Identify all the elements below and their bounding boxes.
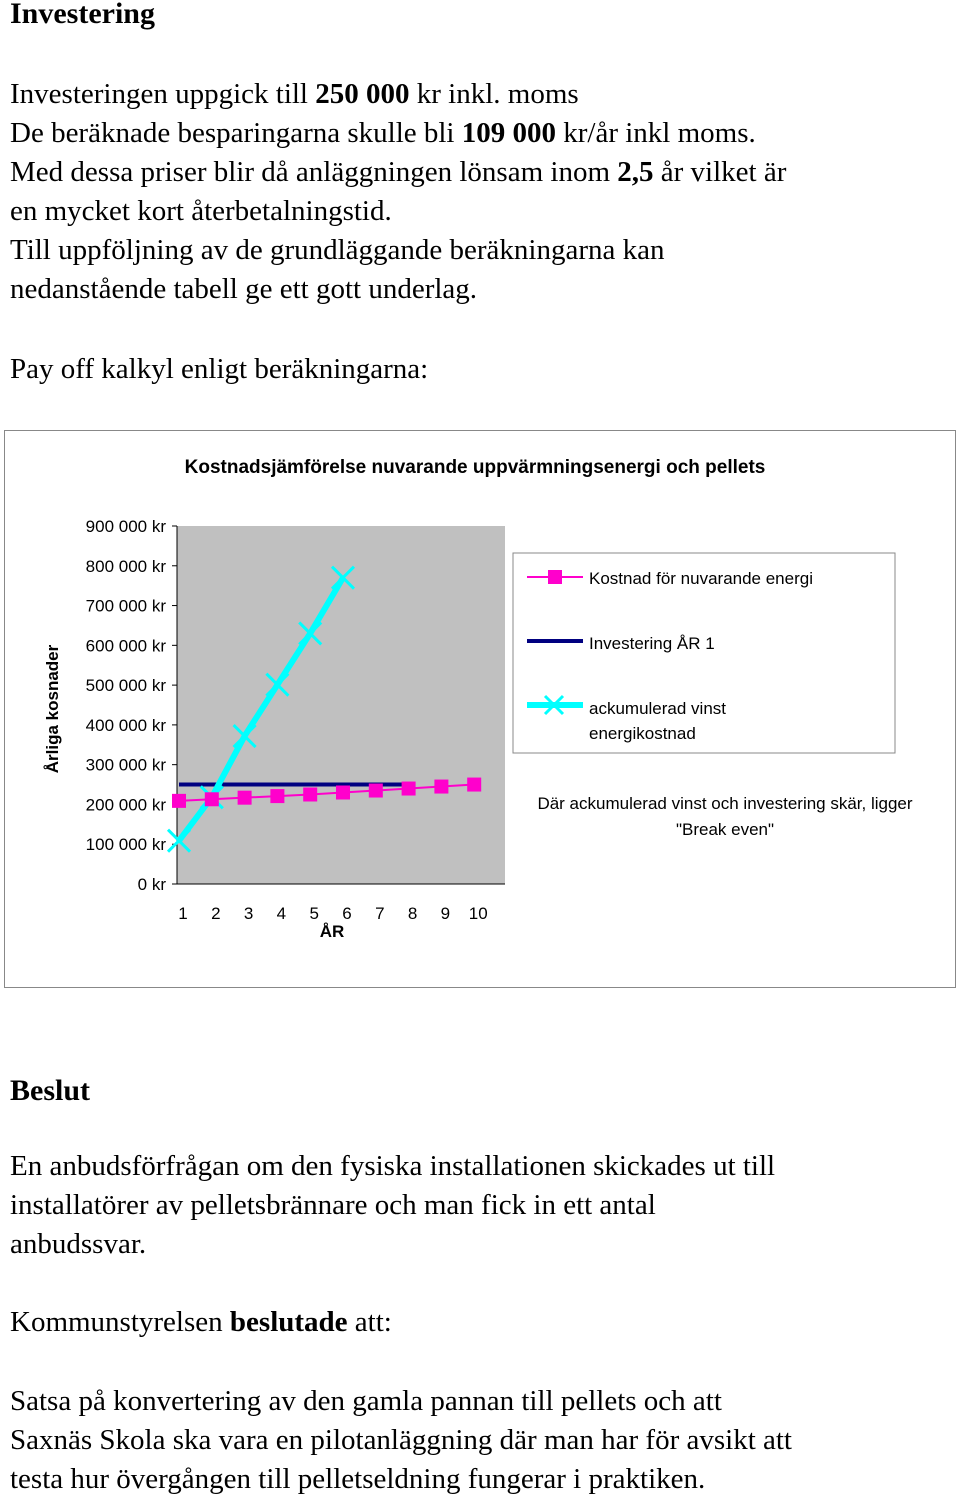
break-even-annotation-line2: "Break even" (675, 820, 775, 839)
legend-ackumulerad-label-line2: energikostnad (589, 724, 696, 743)
text-line: Investeringen uppgick till 250 000 kr inkl. moms (10, 78, 579, 110)
payoff-label-text: Pay off kalkyl enligt beräkningarna: (10, 353, 429, 385)
legend-kostnad-marker (548, 570, 562, 584)
x-axis-title: ÅR (319, 922, 345, 941)
text-line: installatörer av pelletsbrännare och man fick in ett antal (10, 1189, 656, 1221)
y-tick-label: 900 000 kr (85, 517, 166, 536)
y-tick-label: 800 000 kr (85, 556, 166, 576)
bold-value: 109 000 (461, 117, 556, 149)
text-line: Kommunstyrelsen beslutade att: (10, 1306, 392, 1338)
y-tick-label: 700 000 kr (85, 596, 166, 616)
text-line: De beräknade besparingarna skulle bli 109 000 kr/år inkl moms. (10, 117, 756, 149)
page-heading-investering: Investering (10, 0, 155, 30)
text-line: anbudssvar. (10, 1228, 147, 1260)
text-line: Satsa på konvertering av den gamla pannan till pellets och att (10, 1385, 722, 1417)
y-tick-label: 100 000 kr (85, 835, 166, 855)
final-paragraph (10, 1382, 950, 1499)
legend-ackumulerad-label-line1: ackumulerad vinst (589, 699, 727, 718)
x-tick-label: 5 (309, 904, 319, 923)
x-tick-label: 4 (276, 904, 287, 923)
x-tick-label: 7 (375, 904, 385, 923)
chart-canvas (5, 431, 955, 987)
series-kostnad-point (205, 792, 219, 806)
series-kostnad-point (434, 780, 448, 794)
series-kostnad-point (402, 782, 416, 796)
text-line: Saxnäs Skola ska vara en pilotanläggning där man har för avsikt att (10, 1424, 792, 1456)
series-kostnad-point (270, 789, 284, 803)
bold-value: 250 000 (315, 78, 410, 110)
decision-paragraph (10, 1147, 950, 1264)
section-heading-beslut: Beslut (10, 1074, 91, 1107)
bold-value: 2,5 (617, 156, 654, 188)
series-kostnad-point (467, 778, 481, 792)
y-tick-label: 200 000 kr (85, 795, 166, 815)
x-tick-label: 10 (468, 904, 488, 923)
series-kostnad-point (336, 786, 350, 800)
y-tick-label: 300 000 kr (85, 755, 166, 775)
x-tick-label: 3 (243, 904, 254, 923)
legend-investering-label: Investering ÅR 1 (589, 634, 715, 653)
y-axis-title: Årliga kosnader (43, 644, 62, 774)
payoff-label (10, 350, 950, 389)
series-kostnad-point (369, 784, 383, 798)
text-line: testa hur övergången till pelletseldning fungerar i praktiken. (10, 1463, 706, 1495)
text-line: en mycket kort återbetalningstid. (10, 195, 392, 227)
x-tick-label: 6 (342, 904, 352, 923)
x-tick-label: 9 (440, 904, 451, 923)
x-tick-label: 1 (178, 904, 188, 923)
investment-paragraph (10, 75, 950, 309)
bold-value: beslutade (229, 1306, 348, 1338)
legend-kostnad-label: Kostnad för nuvarande energi (589, 569, 813, 588)
chart-title: Kostnadsjämförelse nuvarande uppvärmningsenergi och pellets (184, 457, 766, 478)
break-even-annotation-line1: Där ackumulerad vinst och investering skär, ligger (537, 794, 913, 813)
text-line: En anbudsförfrågan om den fysiska installationen skickades ut till (10, 1150, 776, 1182)
y-tick-label: 500 000 kr (85, 676, 166, 696)
cost-comparison-chart (4, 430, 956, 988)
text-line: Till uppföljning av de grundläggande beräkningarna kan (10, 234, 665, 266)
series-kostnad-point (238, 791, 252, 805)
x-tick-label: 2 (211, 904, 221, 923)
series-kostnad-point (172, 794, 186, 808)
text-line: nedanstående tabell ge ett gott underlag. (10, 273, 478, 305)
x-tick-label: 8 (407, 904, 418, 923)
decision-line (10, 1303, 950, 1342)
y-tick-label: 0 kr (137, 875, 166, 894)
text-line: Med dessa priser blir då anläggningen lönsam inom 2,5 år vilket är (10, 156, 787, 188)
y-tick-label: 400 000 kr (85, 715, 166, 735)
series-kostnad-point (303, 788, 317, 802)
y-tick-label: 600 000 kr (85, 636, 166, 656)
